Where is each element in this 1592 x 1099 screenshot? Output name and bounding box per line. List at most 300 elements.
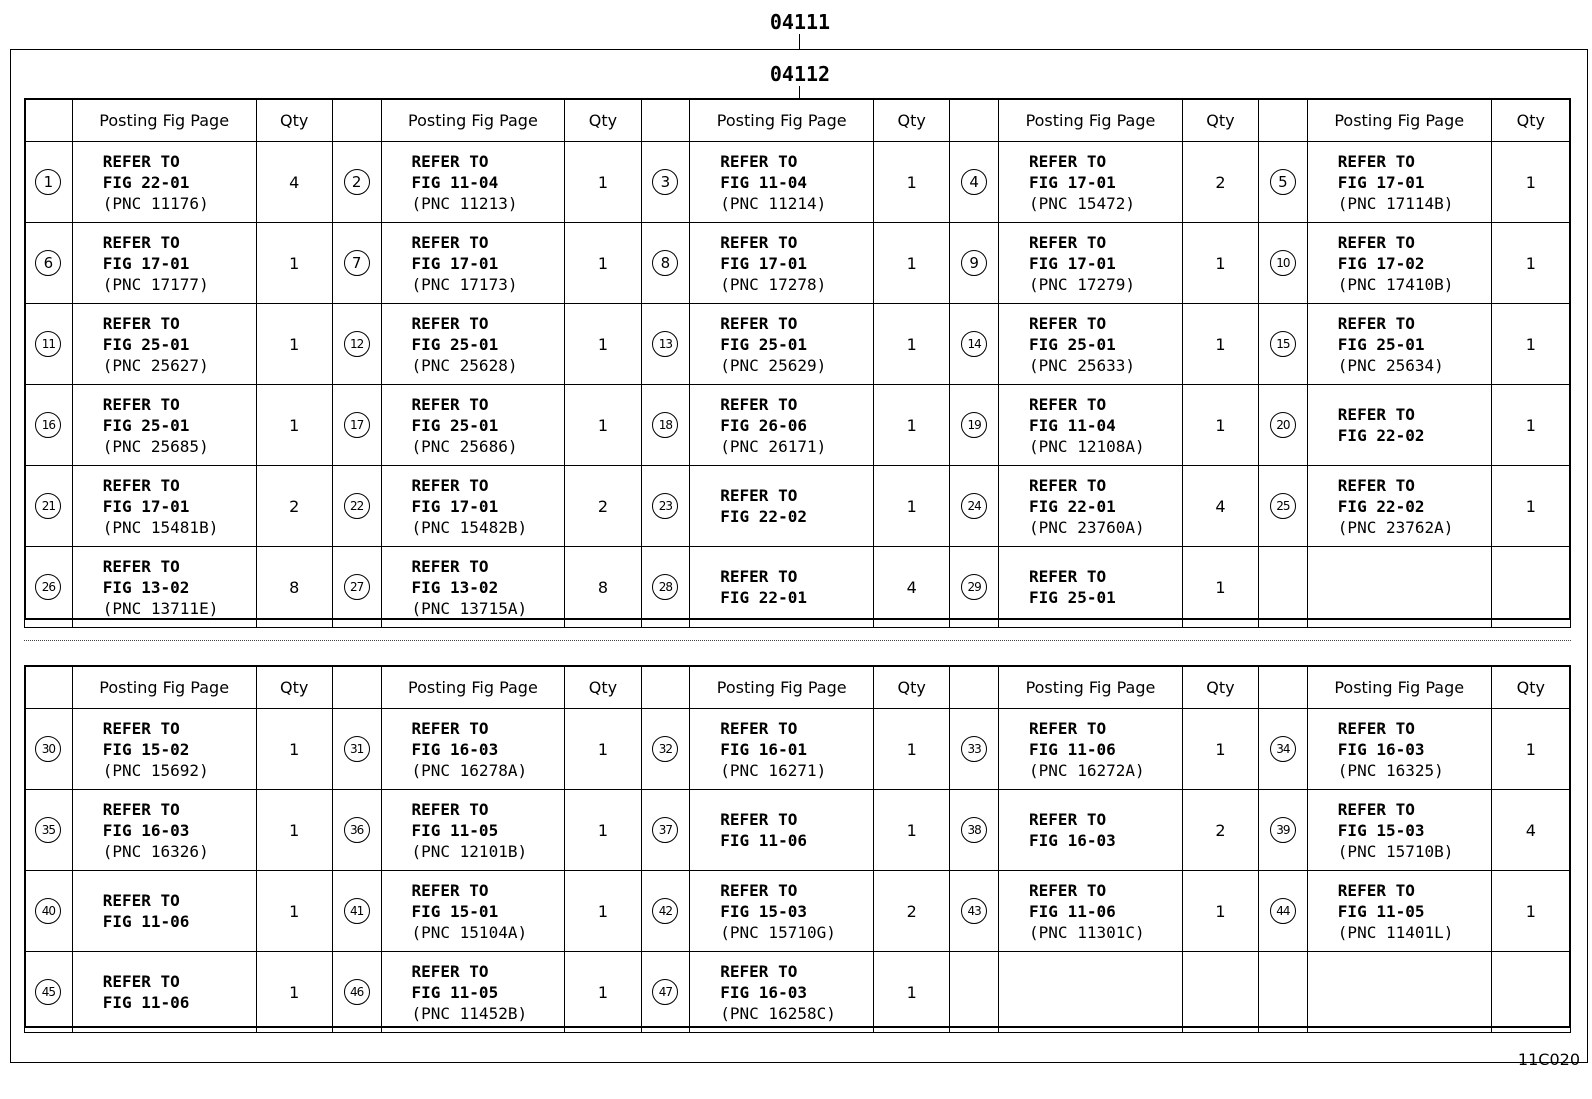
refer-to-line: REFER TO	[411, 394, 489, 414]
reference-cell	[690, 790, 874, 871]
reference-text	[999, 475, 1182, 538]
index-cell	[25, 871, 73, 952]
index-cell	[641, 385, 690, 466]
fig-line: FIG 11-06	[720, 831, 807, 850]
pnc-line: (PNC 16271)	[720, 760, 827, 780]
reference-text	[1308, 718, 1491, 781]
index-cell	[641, 547, 690, 628]
leader-line-outer	[799, 34, 800, 49]
qty-cell: 1	[256, 952, 332, 1033]
fig-line: FIG 11-06	[1029, 739, 1116, 759]
item-number-badge: 9	[961, 250, 987, 276]
reference-text	[999, 394, 1182, 457]
qty-cell: 2	[1182, 790, 1258, 871]
reference-cell	[690, 142, 874, 223]
fig-line: FIG 22-02	[720, 507, 807, 526]
refer-to-line: REFER TO	[1337, 880, 1415, 900]
qty-cell: 1	[565, 223, 641, 304]
fig-line: FIG 25-01	[1029, 588, 1116, 607]
item-number-badge: 5	[1270, 169, 1296, 195]
reference-cell	[381, 223, 565, 304]
reference-cell	[690, 385, 874, 466]
pnc-line: (PNC 15710G)	[720, 922, 836, 942]
header-index-cell	[950, 100, 999, 142]
pnc-line: (PNC 17279)	[1029, 274, 1135, 294]
index-cell	[1259, 466, 1308, 547]
item-number-badge: 24	[961, 493, 987, 519]
index-cell	[950, 790, 999, 871]
item-number-badge: 32	[652, 736, 678, 762]
reference-text	[690, 394, 873, 457]
index-cell	[641, 709, 690, 790]
header-row	[25, 100, 1571, 142]
header-index-cell	[1259, 667, 1308, 709]
reference-text	[690, 566, 873, 608]
fig-line: FIG 15-03	[1337, 820, 1425, 840]
reference-cell	[72, 547, 256, 628]
qty-cell: 2	[565, 466, 641, 547]
qty-cell: 1	[874, 304, 950, 385]
reference-cell	[999, 952, 1183, 1033]
reference-text	[382, 313, 565, 376]
reference-cell	[381, 304, 565, 385]
assembly-label-inner: 04112	[769, 62, 831, 86]
header-posting-fig-page: Posting Fig Page	[690, 667, 874, 709]
reference-text	[382, 718, 565, 781]
index-cell	[332, 547, 381, 628]
index-cell	[641, 304, 690, 385]
pnc-line: (PNC 12101B)	[411, 841, 528, 861]
reference-text	[690, 809, 873, 851]
table-row	[25, 223, 1571, 304]
qty-cell: 1	[874, 709, 950, 790]
header-posting-fig-page: Posting Fig Page	[999, 667, 1183, 709]
reference-cell	[690, 871, 874, 952]
qty-cell: 1	[1491, 871, 1570, 952]
refer-to-line: REFER TO	[1337, 151, 1415, 171]
reference-text	[1308, 151, 1491, 214]
pnc-line: (PNC 15104A)	[411, 922, 528, 942]
index-cell	[25, 952, 73, 1033]
table-row	[25, 709, 1571, 790]
fig-line: FIG 25-01	[102, 334, 190, 354]
qty-cell: 2	[874, 871, 950, 952]
item-number-badge: 33	[961, 736, 987, 762]
pnc-line: (PNC 11214)	[720, 193, 827, 213]
table-row	[25, 385, 1571, 466]
reference-text	[999, 313, 1182, 376]
index-cell	[25, 304, 73, 385]
reference-text	[382, 556, 565, 619]
index-cell	[25, 385, 73, 466]
reference-text	[73, 556, 256, 619]
qty-cell	[1491, 952, 1570, 1033]
refer-to-line: REFER TO	[1029, 232, 1107, 252]
refer-to-line: REFER TO	[1337, 718, 1415, 738]
reference-text	[382, 232, 565, 295]
reference-cell	[999, 385, 1183, 466]
fig-line: FIG 15-03	[720, 901, 807, 921]
index-cell	[332, 304, 381, 385]
reference-text	[690, 151, 873, 214]
item-number-badge: 30	[35, 736, 61, 762]
refer-to-line: REFER TO	[1029, 394, 1107, 414]
index-cell	[332, 709, 381, 790]
pnc-line: (PNC 16326)	[102, 841, 209, 861]
qty-cell: 4	[1182, 466, 1258, 547]
item-number-badge: 14	[961, 331, 987, 357]
qty-cell: 1	[874, 385, 950, 466]
qty-cell: 4	[256, 142, 332, 223]
header-qty: Qty	[565, 667, 641, 709]
header-qty: Qty	[256, 100, 332, 142]
item-number-badge: 15	[1270, 331, 1296, 357]
item-number-badge: 43	[961, 898, 987, 924]
refer-to-line: REFER TO	[720, 961, 798, 981]
header-qty: Qty	[874, 100, 950, 142]
refer-to-line: REFER TO	[411, 718, 489, 738]
section-separator	[24, 640, 1571, 641]
pnc-line: (PNC 17410B)	[1337, 274, 1454, 294]
refer-to-line: REFER TO	[102, 718, 180, 738]
reference-cell	[381, 385, 565, 466]
index-cell	[1259, 790, 1308, 871]
header-posting-fig-page: Posting Fig Page	[999, 100, 1183, 142]
reference-cell	[1307, 142, 1491, 223]
item-number-badge: 12	[344, 331, 370, 357]
table-row	[25, 547, 1571, 628]
table-row	[25, 871, 1571, 952]
fig-line: FIG 17-01	[1337, 172, 1425, 192]
item-number-badge: 45	[35, 979, 61, 1005]
index-cell	[950, 952, 999, 1033]
fig-line: FIG 11-06	[102, 993, 190, 1012]
illustration-code: 11C020	[1517, 1050, 1580, 1069]
reference-text	[1308, 313, 1491, 376]
reference-text	[73, 971, 256, 1013]
reference-text	[73, 799, 256, 862]
qty-cell: 1	[256, 223, 332, 304]
qty-cell: 1	[874, 223, 950, 304]
header-posting-fig-page: Posting Fig Page	[72, 667, 256, 709]
index-cell	[1259, 709, 1308, 790]
qty-cell: 1	[565, 871, 641, 952]
item-number-badge: 29	[961, 574, 987, 600]
pnc-line: (PNC 15472)	[1029, 193, 1135, 213]
pnc-line: (PNC 15481B)	[102, 517, 219, 537]
header-row	[25, 667, 1571, 709]
qty-cell: 1	[1491, 142, 1570, 223]
reference-cell	[72, 709, 256, 790]
item-number-badge: 38	[961, 817, 987, 843]
fig-line: FIG 17-01	[1029, 172, 1116, 192]
reference-text	[73, 151, 256, 214]
reference-cell	[690, 952, 874, 1033]
fig-line: FIG 13-02	[102, 577, 190, 597]
index-cell	[332, 142, 381, 223]
item-number-badge: 11	[35, 331, 61, 357]
item-number-badge: 46	[344, 979, 370, 1005]
fig-line: FIG 16-01	[720, 739, 807, 759]
reference-text	[1308, 475, 1491, 538]
pnc-line: (PNC 23762A)	[1337, 517, 1454, 537]
pnc-line: (PNC 13711E)	[102, 598, 219, 618]
refer-to-line: REFER TO	[1029, 810, 1107, 829]
header-qty: Qty	[1491, 667, 1570, 709]
qty-cell	[1491, 547, 1570, 628]
pnc-line: (PNC 17278)	[720, 274, 827, 294]
index-cell	[950, 709, 999, 790]
reference-cell	[381, 790, 565, 871]
item-number-badge: 13	[652, 331, 678, 357]
index-cell	[1259, 385, 1308, 466]
index-cell	[641, 790, 690, 871]
fig-line: FIG 22-01	[1029, 496, 1116, 516]
refer-to-line: REFER TO	[102, 151, 180, 171]
pnc-line: (PNC 16325)	[1337, 760, 1444, 780]
reference-text	[73, 718, 256, 781]
refer-to-line: REFER TO	[411, 313, 489, 333]
index-cell	[950, 304, 999, 385]
refer-to-line: REFER TO	[411, 961, 489, 981]
index-cell	[1259, 223, 1308, 304]
reference-text	[690, 880, 873, 943]
pnc-line: (PNC 11176)	[102, 193, 209, 213]
header-index-cell	[25, 100, 73, 142]
pnc-line: (PNC 26171)	[720, 436, 827, 456]
fig-line: FIG 11-06	[102, 912, 190, 931]
index-cell	[641, 466, 690, 547]
reference-text	[1308, 880, 1491, 943]
header-posting-fig-page: Posting Fig Page	[381, 667, 565, 709]
header-posting-fig-page: Posting Fig Page	[1307, 100, 1491, 142]
refer-to-line: REFER TO	[720, 880, 798, 900]
header-qty: Qty	[1182, 100, 1258, 142]
pnc-line: (PNC 17177)	[102, 274, 209, 294]
refer-to-line: REFER TO	[1029, 475, 1107, 495]
item-number-badge: 17	[344, 412, 370, 438]
reference-cell	[1307, 871, 1491, 952]
index-cell	[641, 223, 690, 304]
refer-to-line: REFER TO	[720, 232, 798, 252]
qty-cell: 1	[1491, 709, 1570, 790]
item-number-badge: 1	[35, 169, 61, 195]
fig-line: FIG 15-02	[102, 739, 190, 759]
header-posting-fig-page: Posting Fig Page	[72, 100, 256, 142]
qty-cell: 1	[1491, 466, 1570, 547]
qty-cell: 1	[874, 466, 950, 547]
fig-line: FIG 17-01	[102, 496, 190, 516]
fig-line: FIG 17-02	[1337, 253, 1425, 273]
fig-line: FIG 11-06	[1029, 901, 1116, 921]
item-number-badge: 34	[1270, 736, 1296, 762]
qty-cell: 1	[1182, 871, 1258, 952]
fig-line: FIG 16-03	[1337, 739, 1425, 759]
qty-cell: 1	[1491, 223, 1570, 304]
header-qty: Qty	[1491, 100, 1570, 142]
item-number-badge: 41	[344, 898, 370, 924]
fig-line: FIG 13-02	[411, 577, 499, 597]
reference-text	[382, 394, 565, 457]
pnc-line: (PNC 17173)	[411, 274, 518, 294]
index-cell	[25, 223, 73, 304]
fig-line: FIG 22-01	[102, 172, 190, 192]
header-qty: Qty	[256, 667, 332, 709]
pnc-line: (PNC 25685)	[102, 436, 209, 456]
reference-text	[73, 394, 256, 457]
index-cell	[641, 871, 690, 952]
reference-cell	[72, 385, 256, 466]
qty-cell: 1	[565, 142, 641, 223]
refer-to-line: REFER TO	[1029, 567, 1107, 586]
reference-text	[382, 799, 565, 862]
reference-cell	[690, 304, 874, 385]
pnc-line: (PNC 25627)	[102, 355, 209, 375]
table-row	[25, 790, 1571, 871]
reference-text	[690, 961, 873, 1024]
fig-line: FIG 25-01	[1337, 334, 1425, 354]
pnc-line: (PNC 16278A)	[411, 760, 528, 780]
reference-text	[382, 475, 565, 538]
reference-text	[1308, 799, 1491, 862]
qty-cell: 8	[256, 547, 332, 628]
reference-cell	[690, 547, 874, 628]
reference-text	[999, 566, 1182, 608]
refer-to-line: REFER TO	[720, 486, 798, 505]
refer-to-line: REFER TO	[411, 151, 489, 171]
item-number-badge: 4	[961, 169, 987, 195]
reference-cell	[1307, 385, 1491, 466]
reference-cell	[690, 466, 874, 547]
pnc-line: (PNC 11301C)	[1029, 922, 1145, 942]
reference-cell	[999, 547, 1183, 628]
index-cell	[950, 142, 999, 223]
qty-cell: 1	[874, 790, 950, 871]
reference-cell	[72, 871, 256, 952]
pnc-line: (PNC 11213)	[411, 193, 518, 213]
reference-text	[382, 961, 565, 1024]
item-number-badge: 39	[1270, 817, 1296, 843]
item-number-badge: 42	[652, 898, 678, 924]
refer-to-line: REFER TO	[102, 556, 180, 576]
qty-cell: 4	[1491, 790, 1570, 871]
pnc-line: (PNC 12108A)	[1029, 436, 1145, 456]
table-row	[25, 952, 1571, 1033]
refer-to-line: REFER TO	[720, 313, 798, 333]
header-qty: Qty	[1182, 667, 1258, 709]
reference-text	[73, 313, 256, 376]
reference-text	[999, 809, 1182, 851]
fig-line: FIG 11-04	[720, 172, 807, 192]
index-cell	[25, 142, 73, 223]
pnc-line: (PNC 25686)	[411, 436, 518, 456]
reference-cell	[1307, 223, 1491, 304]
refer-to-line: REFER TO	[411, 799, 489, 819]
item-number-badge: 27	[344, 574, 370, 600]
index-cell	[950, 871, 999, 952]
refer-to-line: REFER TO	[1337, 232, 1415, 252]
fig-line: FIG 22-02	[1337, 496, 1425, 516]
reference-text	[999, 151, 1182, 214]
refer-to-line: REFER TO	[720, 567, 798, 586]
item-number-badge: 6	[35, 250, 61, 276]
pnc-line: (PNC 15692)	[102, 760, 209, 780]
reference-text	[999, 718, 1182, 781]
reference-cell	[381, 871, 565, 952]
index-cell	[332, 223, 381, 304]
pnc-line: (PNC 23760A)	[1029, 517, 1145, 537]
reference-cell	[381, 466, 565, 547]
index-cell	[950, 223, 999, 304]
reference-cell	[72, 142, 256, 223]
fig-line: FIG 16-03	[411, 739, 499, 759]
index-cell	[641, 142, 690, 223]
qty-cell: 1	[874, 952, 950, 1033]
fig-line: FIG 11-04	[1029, 415, 1116, 435]
reference-text	[690, 232, 873, 295]
pnc-line: (PNC 17114B)	[1337, 193, 1454, 213]
fig-line: FIG 25-01	[102, 415, 190, 435]
item-number-badge: 28	[652, 574, 678, 600]
item-number-badge: 40	[35, 898, 61, 924]
fig-line: FIG 26-06	[720, 415, 807, 435]
item-number-badge: 10	[1270, 250, 1296, 276]
item-number-badge: 21	[35, 493, 61, 519]
header-posting-fig-page: Posting Fig Page	[690, 100, 874, 142]
refer-to-line: REFER TO	[1029, 313, 1107, 333]
reference-cell	[999, 709, 1183, 790]
index-cell	[1259, 871, 1308, 952]
fig-line: FIG 11-05	[411, 982, 499, 1002]
reference-cell	[72, 223, 256, 304]
reference-text	[690, 718, 873, 781]
reference-cell	[690, 223, 874, 304]
item-number-badge: 18	[652, 412, 678, 438]
refer-to-line: REFER TO	[720, 151, 798, 171]
refer-to-line: REFER TO	[1337, 313, 1415, 333]
qty-cell: 1	[256, 790, 332, 871]
item-number-badge: 26	[35, 574, 61, 600]
header-index-cell	[950, 667, 999, 709]
refer-to-line: REFER TO	[1337, 475, 1415, 495]
reference-text	[1308, 232, 1491, 295]
reference-cell	[381, 952, 565, 1033]
qty-cell: 1	[1182, 709, 1258, 790]
item-number-badge: 37	[652, 817, 678, 843]
header-index-cell	[332, 100, 381, 142]
qty-cell: 1	[565, 304, 641, 385]
reference-text	[73, 890, 256, 932]
refer-to-line: REFER TO	[102, 799, 180, 819]
fig-line: FIG 11-05	[1337, 901, 1425, 921]
reference-cell	[381, 547, 565, 628]
fig-line: FIG 25-01	[411, 334, 499, 354]
reference-cell	[1307, 304, 1491, 385]
refer-to-line: REFER TO	[102, 313, 180, 333]
reference-cell	[999, 142, 1183, 223]
table-row	[25, 142, 1571, 223]
refer-to-line: REFER TO	[102, 891, 180, 910]
qty-cell: 2	[1182, 142, 1258, 223]
lower-reference-table	[24, 666, 1571, 1033]
item-number-badge: 35	[35, 817, 61, 843]
fig-line: FIG 16-03	[102, 820, 190, 840]
reference-cell	[1307, 547, 1491, 628]
table-row	[25, 466, 1571, 547]
pnc-line: (PNC 11452B)	[411, 1003, 528, 1023]
reference-cell	[1307, 952, 1491, 1033]
qty-cell: 2	[256, 466, 332, 547]
